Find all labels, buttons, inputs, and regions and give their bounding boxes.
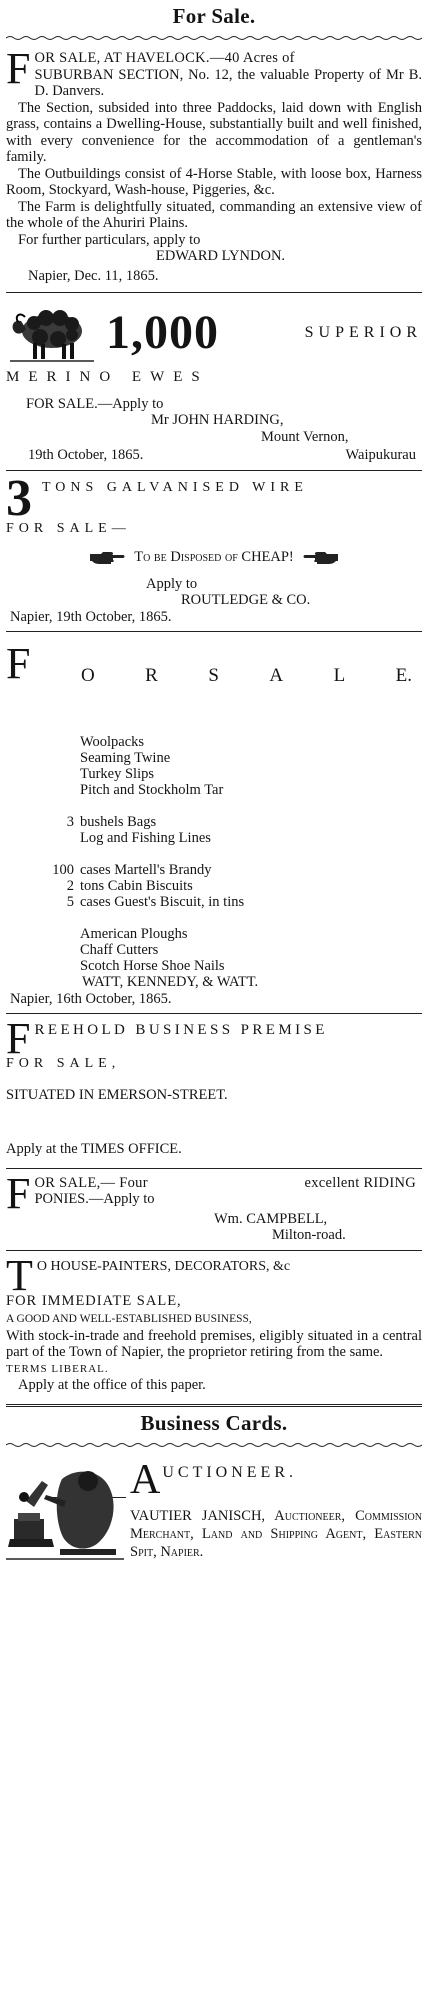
signature: EDWARD LYNDON. <box>156 248 286 264</box>
dateline: Napier, 16th October, 1865. <box>10 990 172 1007</box>
ad-paragraph: For further particulars, apply to <box>18 231 201 248</box>
ad-heading: UCTIONEER. <box>162 1463 297 1481</box>
list-item: Pitch and Stockholm Tar <box>80 782 224 799</box>
divider <box>6 292 422 293</box>
item-name: cases Martell's Brandy <box>80 862 212 879</box>
place: Waipukurau <box>345 447 416 463</box>
divider <box>6 1404 422 1407</box>
item-name: cases Guest's Biscuit, in tins <box>80 894 245 911</box>
title-letter: E. <box>395 664 412 686</box>
ad-havelock <box>6 44 422 284</box>
item-qty: 100 <box>52 862 74 879</box>
drop-cap: F <box>6 639 31 689</box>
divider <box>6 631 422 632</box>
quantity-number: 1,000 <box>106 306 219 359</box>
item-name: Log and Fishing Lines <box>80 830 211 847</box>
sheep-icon <box>6 301 98 365</box>
dateline: Napier, Dec. 11, 1865. <box>28 267 159 284</box>
ad-line: PONIES.—Apply to <box>34 1191 155 1208</box>
ad-line: FOR SALE.—Apply to <box>26 395 164 412</box>
ad-merino <box>6 299 422 464</box>
drop-cap: F <box>6 44 31 93</box>
ad-line: Apply at the office of this paper. <box>18 1377 206 1394</box>
list-item: Chaff Cutters <box>80 942 159 959</box>
section-title: For Sale. <box>172 4 256 28</box>
ad-line: A GOOD AND WELL-ESTABLISHED BUSINESS, <box>6 1313 252 1326</box>
ad-heading: TONS GALVANISED WIRE <box>42 479 308 495</box>
ad-wire <box>6 469 422 626</box>
ad-heading: O HOUSE-PAINTERS, DECORATORS, &c <box>36 1258 291 1274</box>
signature: Wm. CAMPBELL, <box>214 1210 328 1227</box>
ad-freehold <box>6 1014 422 1158</box>
drop-cap: A <box>130 1456 161 1503</box>
ad-line: FOR SALE— <box>6 520 131 536</box>
ad-line: Mount Vernon, <box>261 428 349 445</box>
drop-cap: F <box>6 1168 31 1218</box>
ad-line: OR SALE, AT HAVELOCK.—40 Acres of <box>34 50 295 66</box>
item-name: bushels Bags <box>80 814 157 831</box>
cheap-row <box>6 549 422 566</box>
ad-line: FOR SALE, <box>6 1056 121 1072</box>
date-row <box>6 447 422 464</box>
list-item: Woolpacks <box>80 734 145 751</box>
ad-line: SITUATED IN EMERSON-STREET. <box>6 1086 228 1103</box>
ad-line: To be Disposed of CHEAP! <box>134 549 294 565</box>
ad-paragraph: The Outbuildings consist of 4-Horse Stable, with loose box, Harness Room, Stockyard, Wash-house, Piggeries, &c. <box>6 165 422 198</box>
drop-cap: T <box>6 1250 33 1300</box>
dateline: Napier, 19th October, 1865. <box>10 608 172 625</box>
list-item: Turkey Slips <box>80 766 155 783</box>
wavy-rule <box>6 35 422 41</box>
ad-watt <box>6 638 422 1007</box>
dateline: 19th October, 1865. <box>28 447 144 463</box>
divider <box>6 470 422 471</box>
item-qty: 2 <box>66 878 74 895</box>
item-list <box>6 734 422 974</box>
list-item: Seaming Twine <box>80 750 171 767</box>
ad-line: SUBURBAN SECTION, No. 12, the valuable Property of Mr B. D. Danvers. <box>34 66 422 99</box>
place: Milton-road. <box>272 1227 346 1244</box>
title-letter: A <box>269 664 284 686</box>
list-item <box>80 830 422 846</box>
signature: Mr JOHN HARDING, <box>151 412 284 428</box>
for-sale-heading <box>6 638 422 689</box>
drop-cap: F <box>6 1014 31 1064</box>
list-item <box>66 878 422 895</box>
title-letter: S <box>208 664 219 686</box>
ad-line: TERMS LIBERAL. <box>6 1362 109 1375</box>
ad-line <box>34 1175 422 1192</box>
item-qty: 3 <box>66 814 74 831</box>
title-letter: R <box>145 664 158 686</box>
ad-line: FOR IMMEDIATE SALE, <box>6 1292 182 1309</box>
title-letter: L <box>333 664 346 686</box>
ad-paragraph: VAUTIER JANISCH, Auctioneer, Commission Merchant, Land and Shipping Agent, Eastern Spit, Napier. <box>130 1507 422 1560</box>
list-item <box>66 814 422 831</box>
signature: WATT, KENNEDY, & WATT. <box>82 974 259 991</box>
section-title: Business Cards. <box>140 1410 288 1435</box>
business-card-auctioneer <box>6 1456 422 1561</box>
ad-paragraph: The Section, subsided into three Paddocks, laid down with English grass, contains a Dwelling-House, substantially built and well finished, with every convenience for the accommodation of a gentleman's family. <box>6 99 422 165</box>
ad-line: Apply to <box>146 575 198 592</box>
ad-heading: REEHOLD BUSINESS PREMISE <box>34 1022 328 1039</box>
ad-ponies <box>6 1168 422 1244</box>
pointing-hand-icon <box>303 550 339 566</box>
divider <box>6 1168 422 1169</box>
quantity-number: 3 <box>6 469 32 527</box>
auctioneer-engraving <box>6 1461 124 1565</box>
ad-text: OR SALE,— Four <box>34 1174 148 1191</box>
signature: ROUTLEDGE & CO. <box>181 592 311 609</box>
ad-line: Apply at the TIMES OFFICE. <box>6 1141 182 1158</box>
list-item <box>66 894 422 911</box>
ad-paragraph: With stock-in-trade and freehold premises, eligibly situated in a central part of the Town of Napier, the proprietor retiring from the same. <box>6 1327 422 1361</box>
ad-text: excellent RIDING <box>304 1174 416 1191</box>
ad-painters <box>6 1250 422 1394</box>
pointing-hand-icon <box>89 550 125 566</box>
list-item: American Ploughs <box>80 926 188 943</box>
heading-word: SUPERIOR <box>304 323 422 341</box>
ad-paragraph: The Farm is delightfully situated, commanding an extensive view of the whole of the Ahuriri Plains. <box>6 198 422 231</box>
list-item <box>52 862 422 879</box>
wavy-rule <box>6 1442 422 1448</box>
list-item: Scotch Horse Shoe Nails <box>80 958 225 975</box>
divider <box>6 1013 422 1014</box>
item-qty: 5 <box>66 894 74 911</box>
merino-header <box>6 299 422 367</box>
divider <box>6 1250 422 1251</box>
ad-heading: MERINO EWES <box>6 369 209 385</box>
item-name: tons Cabin Biscuits <box>80 878 193 895</box>
title-letter: O <box>80 664 95 686</box>
